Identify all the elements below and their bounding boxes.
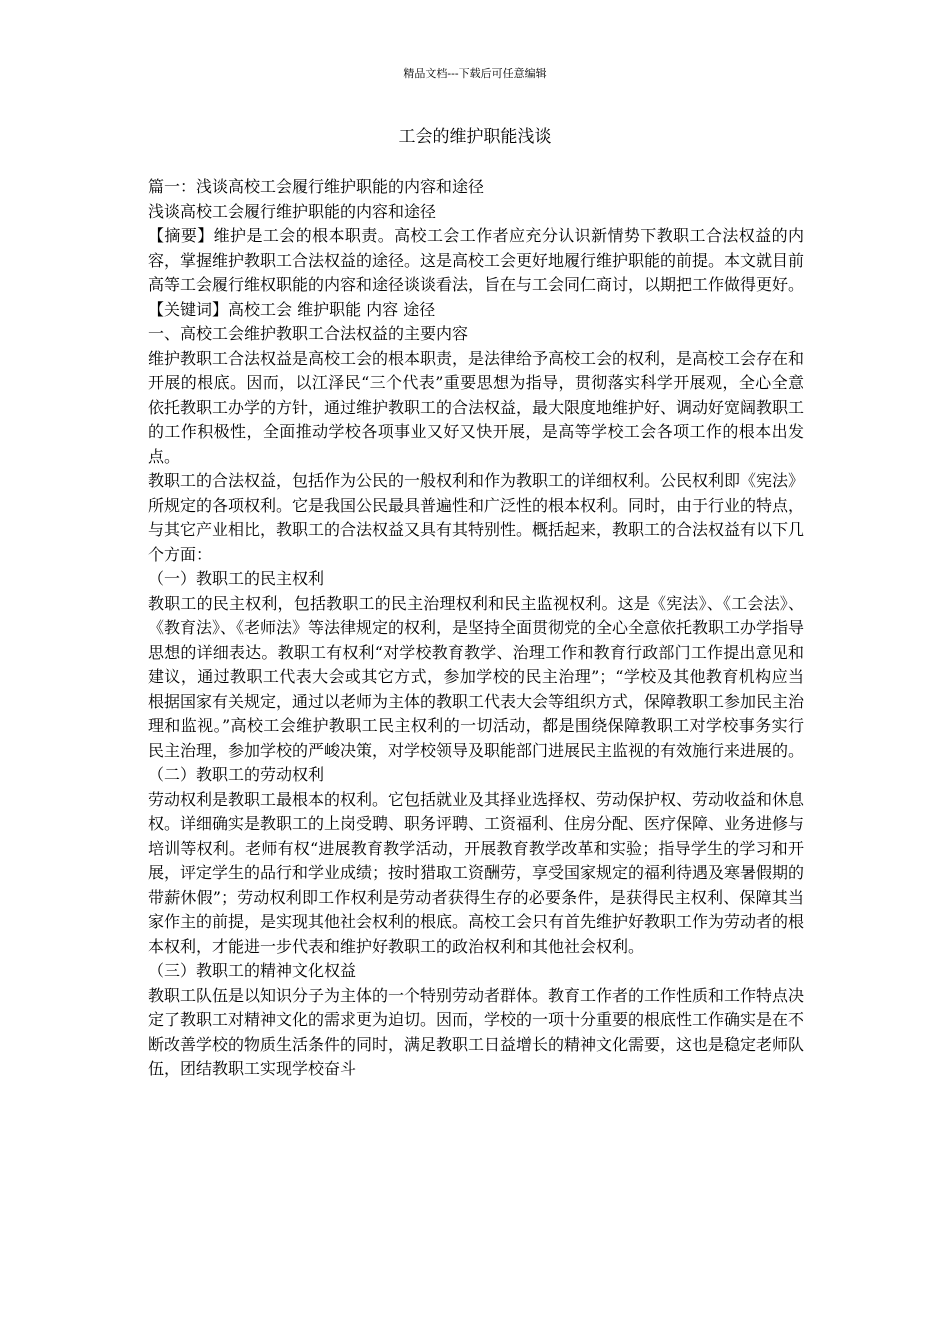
- subsection-heading: （一）教职工的民主权利: [148, 569, 325, 588]
- section-heading: 一、高校工会维护教职工合法权益的主要内容: [148, 324, 469, 343]
- body-paragraph: 教职工的民主权利，包括教职工的民主治理权利和民主监视权利。这是《宪法》、《工会法》、《教育法》、《老师法》等法律规定的权利，是坚持全面贯彻党的全心全意依托教职工办学指导思想的详细表达。教职工有权利“对学校教育教学、治理工作和教育行政部门工作提出意见和建议，通过教职工代表大会或其它方式，参加学校的民主治理”；“学校及其他教育机构应当根据国家有关规定，通过以老师为主体的教职工代表大会等组织方式，保障教职工参加民主治理和监视。”高校工会维护教职工民主权利的一切活动，都是围绕保障教职工对学校事务实行民主治理，参加学校的严峻决策，对学校领导及职能部门进展民主监视的有效施行来进展的。: [148, 593, 805, 760]
- header-note: 精品文档---下载后可任意编辑: [403, 67, 547, 80]
- abstract-paragraph: 【摘要】维护是工会的根本职责。高校工会工作者应充分认识新情势下教职工合法权益的内容，掌握维护教职工合法权益的途径。这是高校工会更好地履行维护职能的前提。本文就目前高等工会履行维权职能的内容和途径谈谈看法，旨在与工会同仁商讨，以期把工作做得更好。: [148, 226, 805, 294]
- section-heading: 篇一：浅谈高校工会履行维护职能的内容和途径: [148, 177, 485, 196]
- body-paragraph: 维护教职工合法权益是高校工会的根本职责，是法律给予高校工会的权利，是高校工会存在和开展的根底。因而，以江泽民“三个代表”重要思想为指导，贯彻落实科学开展观，全心全意依托教职工办学的方针，通过维护教职工的合法权益，最大限度地维护好、调动好宽阔教职工的工作积极性，全面推动学校各项事业又好又快开展，是高等学校工会各项工作的根本出发点。: [148, 348, 805, 466]
- body-paragraph: 教职工队伍是以知识分子为主体的一个特别劳动者群体。教育工作者的工作性质和工作特点决定了教职工对精神文化的需求更为迫切。因而，学校的一项十分重要的根底性工作确实是在不断改善学校的物质生活条件的同时，满足教职工日益增长的精神文化需要，这也是稳定老师队伍，团结教职工实现学校奋斗: [148, 985, 805, 1078]
- article-title: 浅谈高校工会履行维护职能的内容和途径: [148, 201, 437, 221]
- subsection-heading: （三）教职工的精神文化权益: [148, 961, 357, 980]
- subsection-heading: （二）教职工的劳动权利: [148, 765, 325, 784]
- document-body: [148, 175, 804, 1082]
- document-title: 工会的维护职能浅谈: [398, 127, 552, 147]
- keywords-line: 【关键词】高校工会 维护职能 内容 途径: [148, 299, 436, 319]
- body-paragraph: 劳动权利是教职工最根本的权利。它包括就业及其择业选择权、劳动保护权、劳动收益和休息权。详细确实是教职工的上岗受聘、职务评聘、工资福利、住房分配、医疗保障、业务进修与培训等权利。老师有权“进展教育教学活动，开展教育教学改革和实验；指导学生的学习和开展，评定学生的品行和学业成绩；按时猎取工资酬劳，享受国家规定的福利待遇及寒暑假期的带薪休假”；劳动权利即工作权利是劳动者获得生存的必要条件，是获得民主权利、保障其当家作主的前提，是实现其他社会权利的根底。高校工会只有首先维护好教职工作为劳动者的根本权利，才能进一步代表和维护好教职工的政治权利和其他社会权利。: [148, 789, 805, 956]
- body-paragraph: 教职工的合法权益，包括作为公民的一般权利和作为教职工的详细权利。公民权利即《宪法》所规定的各项权利。它是我国公民最具普遍性和广泛性的根本权利。同时，由于行业的特点，与其它产业相比，教职工的合法权益又具有其特别性。概括起来，教职工的合法权益有以下几个方面：: [148, 471, 805, 564]
